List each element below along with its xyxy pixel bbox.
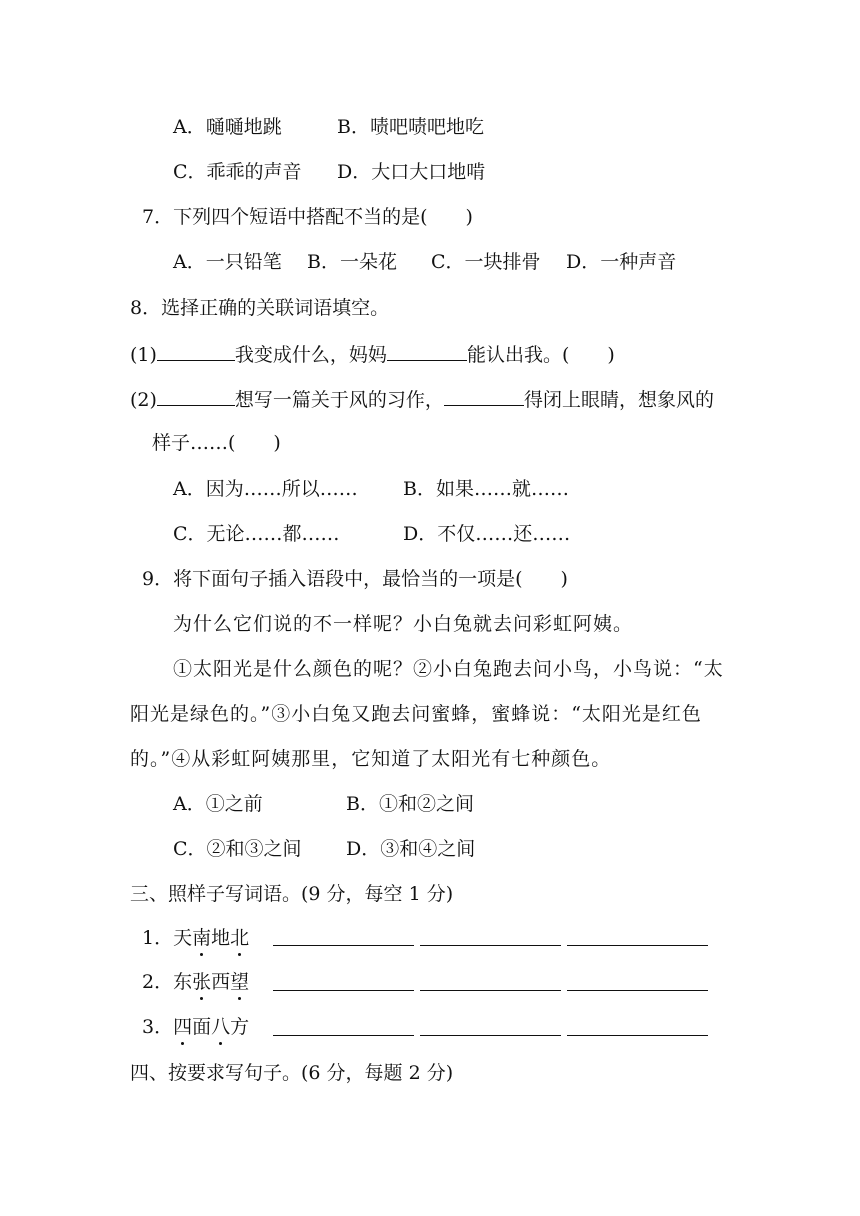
q7-option-c: C．一块排骨 (431, 251, 541, 273)
answer-blank-2-3[interactable] (567, 989, 708, 991)
q8-s1-prefix: (1) (130, 344, 157, 366)
item-number: 2． (142, 971, 174, 993)
q8-stem: 8．选择正确的关联词语填空。 (130, 297, 390, 319)
dotted-word-char: 八 (211, 1016, 231, 1038)
q8-s1-blank-1[interactable] (157, 340, 235, 361)
q7-option-a: A．一只铅笔 (173, 251, 282, 273)
q8-s2-prefix: (2) (130, 389, 157, 411)
word-char: 地 (211, 927, 231, 949)
q8-s2-blank-1[interactable] (157, 385, 235, 406)
q6-option-a: A．嗵嗵地跳 (173, 116, 282, 138)
answer-blank-1-2[interactable] (420, 944, 561, 946)
q6-option-c: C．乖乖的声音 (173, 161, 302, 183)
dotted-word-char: 四 (173, 1016, 193, 1038)
section-4-title: 四、按要求写句子。(6 分，每题 2 分) (130, 1062, 454, 1084)
item-number: 3． (142, 1016, 174, 1038)
q9-insert-sentence: 为什么它们说的不一样呢？小白兔就去问彩虹阿姨。 (173, 613, 634, 635)
word-char: 天 (173, 927, 193, 949)
section-3-item-1 (142, 925, 249, 951)
answer-blank-3-2[interactable] (420, 1034, 561, 1036)
dotted-word-char: 望 (230, 971, 250, 993)
answer-blank-3-3[interactable] (567, 1034, 708, 1036)
q7-stem: 7．下列四个短语中搭配不当的是( ) (142, 206, 473, 228)
q9-option-d: D．③和④之间 (346, 838, 476, 860)
q9-passage-line-2: 阳光是绿色的。”③小白兔又跑去问蜜蜂，蜜蜂说：“太阳光是红色 (130, 703, 702, 725)
q8-option-b: B．如果……就…… (403, 478, 569, 500)
item-number: 1． (142, 927, 174, 949)
word-char: 东 (173, 971, 193, 993)
q8-s1-blank-2[interactable] (387, 340, 467, 361)
section-3-title: 三、照样子写词语。(9 分，每空 1 分) (130, 883, 454, 905)
q6-option-b: B．啧吧啧吧地吃 (337, 116, 484, 138)
q8-s2-blank-2[interactable] (444, 385, 524, 406)
q8-s1-end: 能认出我。( ) (466, 344, 615, 366)
q9-option-b: B．①和②之间 (346, 793, 474, 815)
dotted-word-char: 北 (230, 927, 250, 949)
q8-option-c: C．无论……都…… (173, 523, 340, 545)
q8-s2-end: 得闭上眼睛，想象风的 (523, 389, 714, 411)
q9-passage-line-1: ①太阳光是什么颜色的呢？②小白兔跑去问小鸟，小鸟说：“太 (173, 658, 724, 680)
dotted-word-char: 张 (192, 971, 212, 993)
q7-option-d: D．一种声音 (566, 251, 677, 273)
q8-sentence-2-continued: 样子……( ) (152, 432, 281, 454)
q9-passage-line-3: 的。”④从彩虹阿姨那里，它知道了太阳光有七种颜色。 (130, 748, 612, 770)
word-char: 面 (192, 1016, 212, 1038)
answer-blank-2-2[interactable] (420, 989, 561, 991)
q9-stem: 9．将下面句子插入语段中，最恰当的一项是( ) (142, 568, 568, 590)
q8-s2-middle: 想写一篇关于风的习作， (234, 389, 444, 411)
q8-s1-middle: 我变成什么，妈妈 (234, 344, 387, 366)
section-3-item-3 (142, 1014, 249, 1040)
q8-option-d: D．不仅……还…… (403, 523, 571, 545)
q9-option-a: A．①之前 (173, 793, 263, 815)
section-3-item-2 (142, 969, 249, 995)
answer-blank-1-1[interactable] (273, 944, 414, 946)
q9-option-c: C．②和③之间 (173, 838, 302, 860)
q7-option-b: B．一朵花 (307, 251, 397, 273)
q8-sentence-2 (130, 385, 714, 413)
q6-option-d: D．大口大口地啃 (337, 161, 486, 183)
q8-option-a: A．因为……所以…… (173, 478, 358, 500)
answer-blank-3-1[interactable] (273, 1034, 414, 1036)
q8-sentence-1 (130, 340, 615, 368)
answer-blank-1-3[interactable] (567, 944, 708, 946)
answer-blank-2-1[interactable] (273, 989, 414, 991)
word-char: 方 (230, 1016, 250, 1038)
word-char: 西 (211, 971, 231, 993)
dotted-word-char: 南 (192, 927, 212, 949)
